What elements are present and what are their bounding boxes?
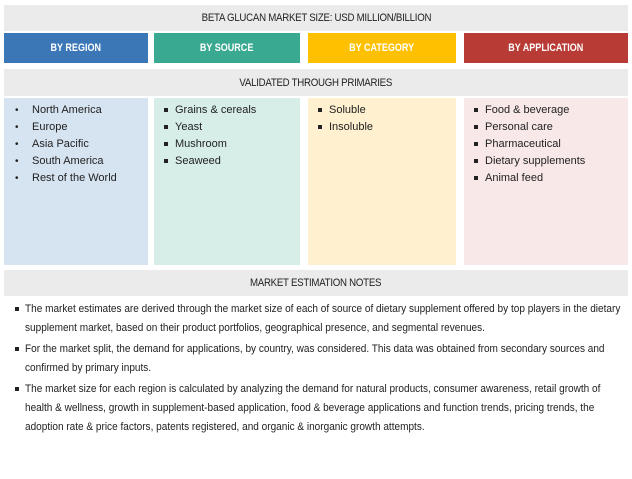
note-item bbox=[4, 300, 628, 338]
application-list-box bbox=[464, 98, 628, 265]
list-item: Soluble bbox=[308, 102, 456, 119]
list-item: Grains & cereals bbox=[154, 102, 300, 119]
category-label: BY CATEGORY bbox=[349, 42, 415, 54]
diagram-title-text: BETA GLUCAN MARKET SIZE: USD MILLION/BILLION bbox=[201, 12, 431, 24]
list-item: Animal feed bbox=[464, 170, 628, 187]
note-item bbox=[4, 380, 628, 437]
list-item: Seaweed bbox=[154, 153, 300, 170]
list-item: • South America bbox=[4, 153, 148, 170]
category-header-region bbox=[4, 33, 148, 63]
category-list-box bbox=[308, 98, 456, 265]
category-label: BY SOURCE bbox=[200, 42, 254, 54]
notes-list bbox=[4, 300, 628, 439]
notes-header-text: MARKET ESTIMATION NOTES bbox=[250, 277, 382, 289]
list-item: • Rest of the World bbox=[4, 170, 148, 187]
category-header-application bbox=[464, 33, 628, 63]
source-list-box bbox=[154, 98, 300, 265]
diagram-title bbox=[4, 5, 628, 31]
list-item: • Europe bbox=[4, 119, 148, 136]
list-item: • Asia Pacific bbox=[4, 136, 148, 153]
note-text: The market size for each region is calculated by analyzing the demand for natural products, consumer awareness, retail growth of health & wellness, growth in supplement-based application, food & beverage applications and function trends, pricing trends, the adoption rate & price factors, patents registered, and organic & inorganic growth attempts. bbox=[25, 383, 601, 433]
note-item bbox=[4, 340, 628, 378]
list-item: • North America bbox=[4, 102, 148, 119]
category-header-category bbox=[308, 33, 456, 63]
region-list-box bbox=[4, 98, 148, 265]
validated-text: VALIDATED THROUGH PRIMARIES bbox=[239, 76, 393, 89]
note-text: For the market split, the demand for applications, by country, was considered. This data was obtained from secondary sources and confirmed by primary inputs. bbox=[25, 343, 605, 374]
category-header-source bbox=[154, 33, 300, 63]
list-item: Food & beverage bbox=[464, 102, 628, 119]
list-item: Pharmaceutical bbox=[464, 136, 628, 153]
list-item: Mushroom bbox=[154, 136, 300, 153]
list-item: Dietary supplements bbox=[464, 153, 628, 170]
list-item: Personal care bbox=[464, 119, 628, 136]
category-label: BY REGION bbox=[50, 42, 102, 54]
category-label: BY APPLICATION bbox=[508, 42, 584, 54]
notes-header bbox=[4, 270, 628, 296]
validated-band bbox=[4, 69, 628, 96]
note-text: The market estimates are derived through the market size of each of source of dietary supplement offered by top players in the dietary supplement market, based on their product portfolios, geographical presence, and segmental revenues. bbox=[25, 303, 621, 334]
list-item: Yeast bbox=[154, 119, 300, 136]
list-item: Insoluble bbox=[308, 119, 456, 136]
